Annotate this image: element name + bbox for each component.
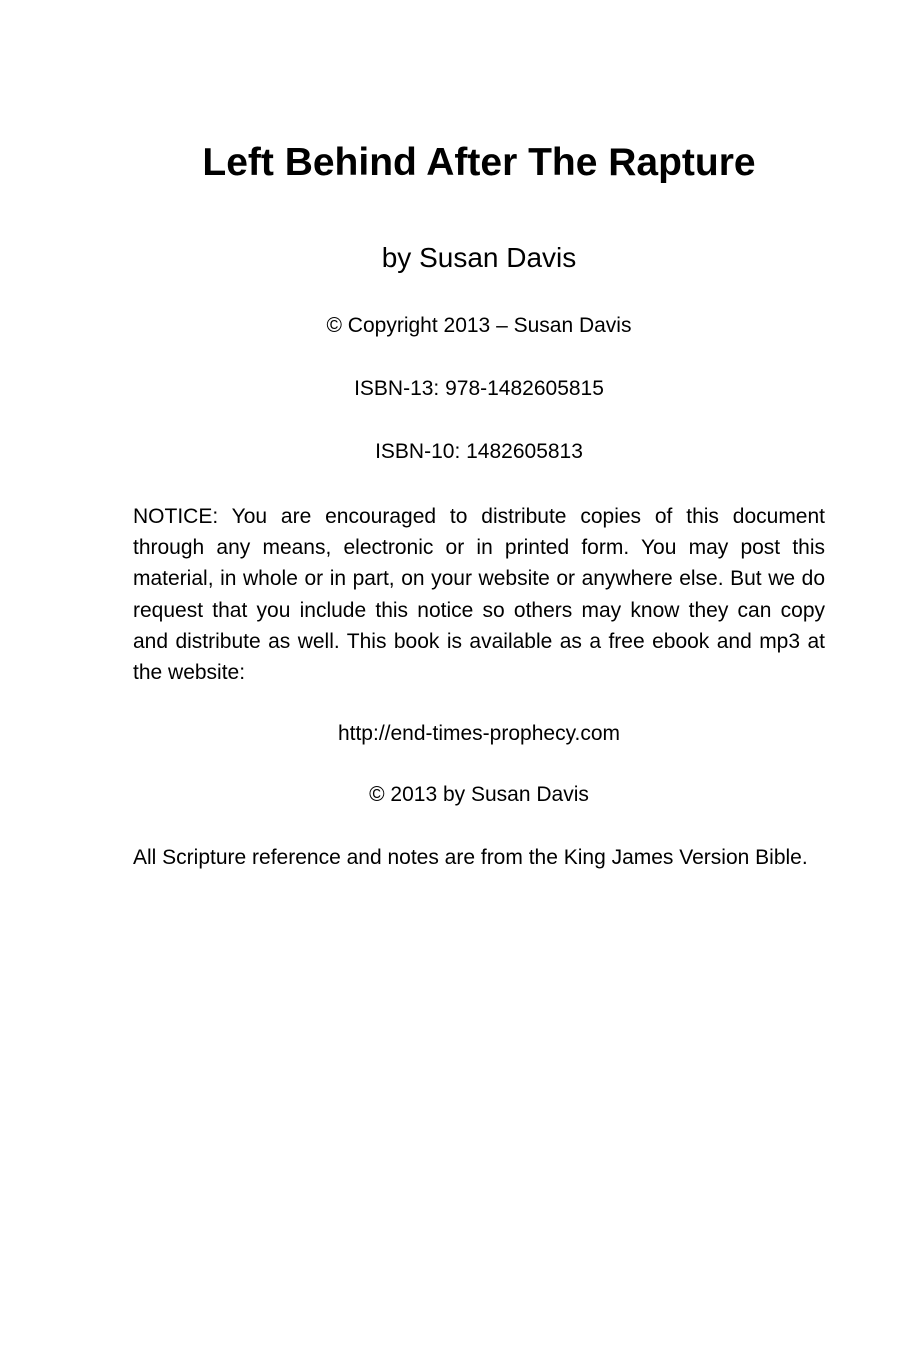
website-url: http://end-times-prophecy.com xyxy=(337,722,621,745)
copyright-line: © Copyright 2013 – Susan Davis xyxy=(326,314,632,337)
isbn-10: ISBN-10: 1482605813 xyxy=(375,440,583,463)
book-title: Left Behind After The Rapture xyxy=(202,141,756,184)
distribution-notice: NOTICE: You are encouraged to distribute copies of this document through any means, electronic or in printed form. You may post this material, in whole or in part, on your website or anywhere else. But we do request that you include this notice so others may know they can copy and distribute as well. This book is available as a free ebook and mp3 at the website: xyxy=(133,505,825,685)
scripture-note: All Scripture reference and notes are from the King James Version Bible. xyxy=(133,846,808,869)
isbn-13: ISBN-13: 978-1482605815 xyxy=(354,377,604,400)
author-byline: by Susan Davis xyxy=(381,242,577,273)
copyright-short: © 2013 by Susan Davis xyxy=(369,783,589,806)
